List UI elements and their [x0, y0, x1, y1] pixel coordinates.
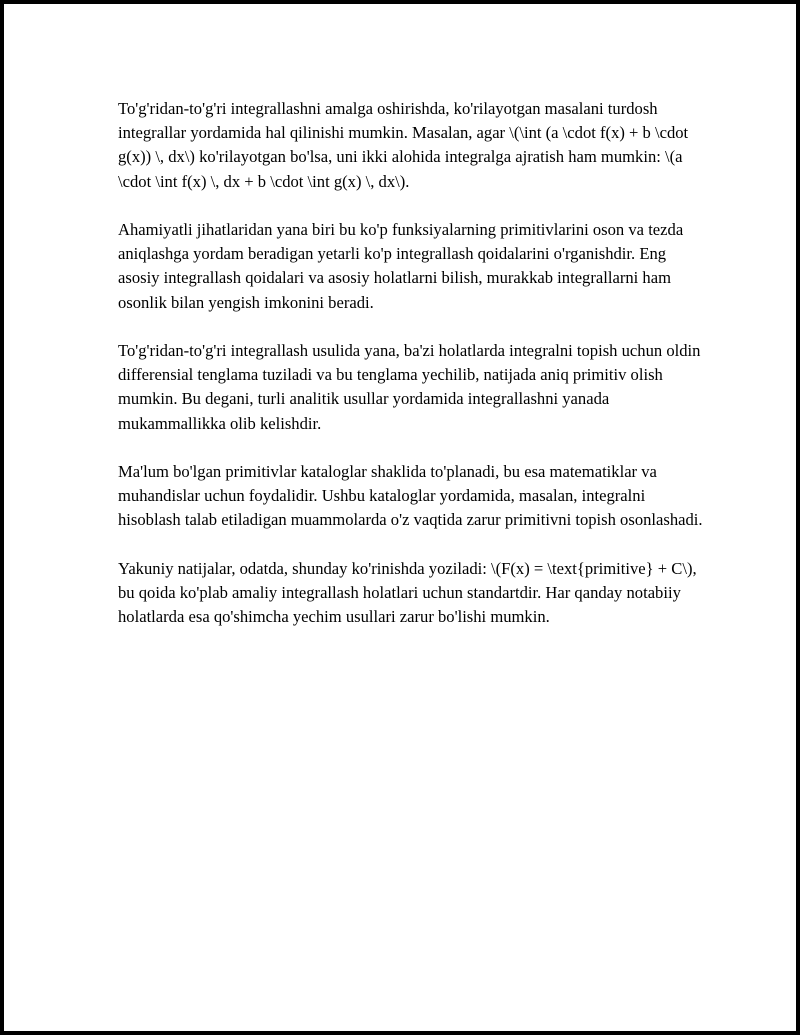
paragraph-4: Ma'lum bo'lgan primitivlar kataloglar shaklida to'planadi, bu esa matematiklar va muhandislar uchun foydalidir. Ushbu kataloglar yordamida, masalan, integralni hisoblash talab etiladigan muammolarda o'z vaqtida zarur primitivni topish osonlashadi. [118, 462, 703, 530]
paragraph-2: Ahamiyatli jihatlaridan yana biri bu ko'p funksiyalarning primitivlarini oson va tezda aniqlashga yordam beradigan yetarli ko'p integrallash qoidalarini o'rganishdir. Eng asosiy integrallash qoidalari va asosiy holatlarni bilish, murakkab integrallarni ham osonlik bilan yengish imkonini beradi. [118, 220, 684, 312]
paragraph-5: Yakuniy natijalar, odatda, shunday ko'rinishda yoziladi: \(F(x) = \text{primitive} + C\), bu qoida ko'plab amaliy integrallash holatlari uchun standartdir. Har qanday notabiiy holatlarda esa qo'shimcha yechim usullari zarur bo'lishi mumkin. [118, 558, 697, 627]
paragraph-3: To'g'ridan-to'g'ri integrallash usulida yana, ba'zi holatlarda integralni topish uchun oldin differensial tenglama tuziladi va bu tenglama yechilib, natijada aniq primitiv olish mumkin. Bu degani, turli analitik usullar yordamida integrallashni yanada mukammallikka olib kelishdir. [118, 341, 701, 433]
document-body [118, 97, 703, 654]
paragraph-1: To'g'ridan-to'g'ri integrallashni amalga oshirishda, ko'rilayotgan masalani turdosh integrallar yordamida hal qilinishi mumkin. Masalan, agar \(\int (a \cdot f(x) + b \cdot g(x)) \, dx\) ko'rilayotgan bo'lsa, uni ikki alohida integralga ajratish ham mumkin: \(a \cdot \int f(x) \, dx + b \cdot \int g(x) \, dx\). [118, 99, 689, 191]
